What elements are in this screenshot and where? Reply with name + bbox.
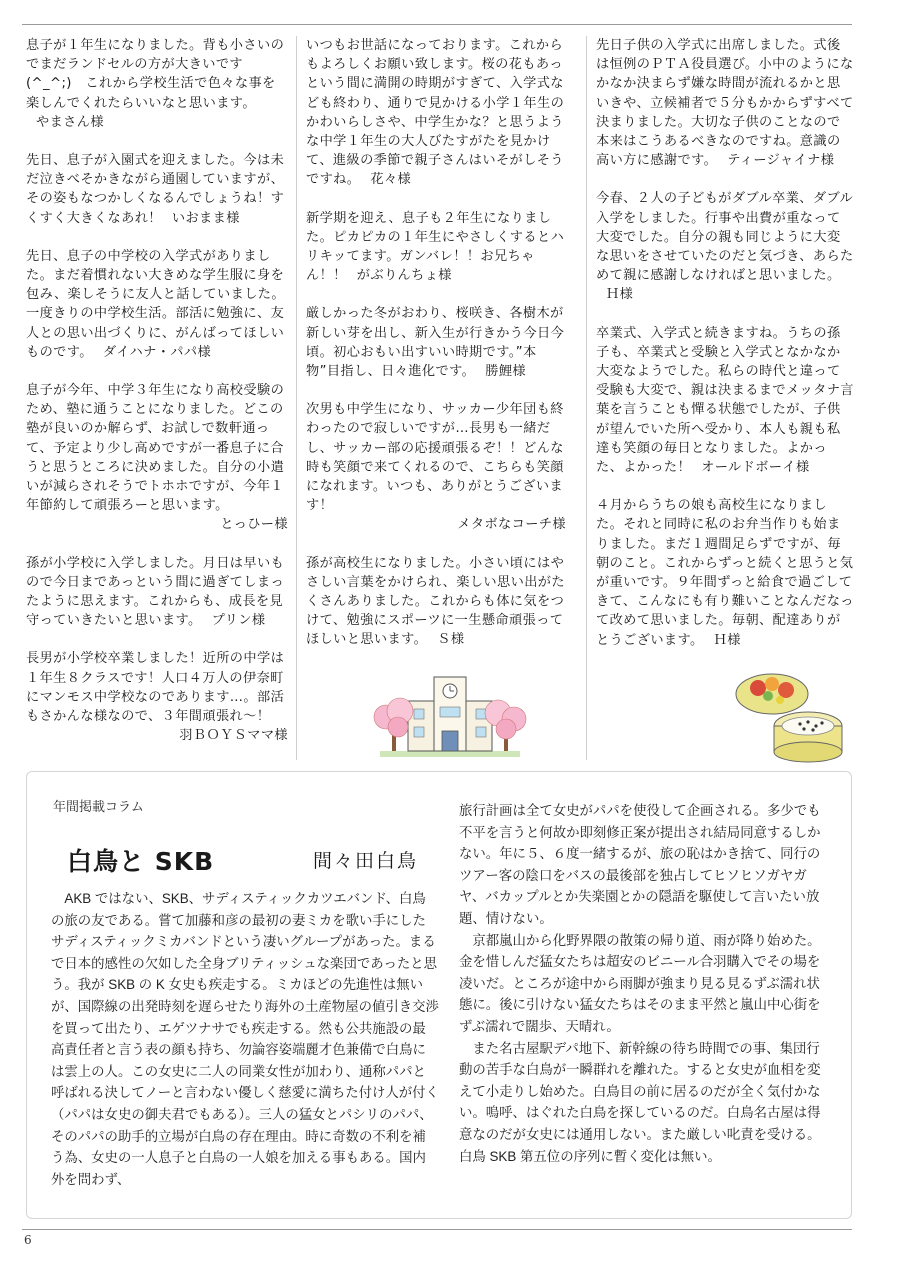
letter-signature: Ｓ様 xyxy=(437,632,465,648)
page-number: 6 xyxy=(24,1233,32,1247)
letter: 今春、２人の子どもがダブル卒業、ダブル入学をしました。行事や出費が重なって大変でした。自分の親も同じように大変な思いをさせていたのだと気づき、あらためて親に感謝しなければと思いました。Ｈ様 xyxy=(596,189,854,304)
letter-signature: 羽ＢＯＹＳママ様 xyxy=(179,728,288,744)
letter: 長男が小学校卒業しました！近所の中学は１年生８クラスです！人口４万人の伊奈町にマンモス中学校なのであります…。部活もさかんな様なので、３年間頑張れ～！ 羽ＢＯＹＳママ様 xyxy=(26,649,288,745)
letter-signature: いおまま様 xyxy=(171,210,240,226)
letter: 孫が小学校に入学しました。月日は早いもので今日まであっという間に過ぎてしまったように思えます。これからも、成長を見守っていきたいと思います。 プリン様 xyxy=(26,554,288,631)
letters-column-3 xyxy=(596,36,854,669)
essay-paragraph: また名古屋駅デパ地下、新幹線の待ち時間での事、集団行動の苦手な白鳥が一瞬群れを離れた。すると女史が血相を変えて小走りし始めた。白鳥目の前に居るのだが全く気付かない。嗚呼、はぐれた白鳥を探しているのだ。白鳥名古屋は得意なのだが女史には通用しない。また厳しい叱責を受ける。白鳥 SKB 第五位の序列に暫く変化は無い。 xyxy=(459,1040,821,1164)
letter: 息子が１年生になりました。背も小さいのでまだランドセルの方が大きいです(^_^;) これから学校生活で色々な事を楽しんでくれたらいいなと思います。やまさん様 xyxy=(26,36,288,132)
letter: 息子が今年、中学３年生になり高校受験のため、塾に通うことになりました。どこの塾が良いのか解らず、お試しで数軒通って、予定より少し高めですが一番息子に合うと思うところに決めました。自分の小遣いが減らされそうでトホホですが、今年１年節約して頑張ろーと思います。 とっひー様 xyxy=(26,381,288,535)
letter: 孫が高校生になりました。小さい頃にはやさしい言葉をかけられ、楽しい思い出がたくさんありました。これからも体に気をつけて、勉強にスポーツに一生懸命頑張ってほしいと思います。 Ｓ様 xyxy=(306,554,566,650)
letter-signature: プリン様 xyxy=(211,613,266,629)
school-illustration xyxy=(370,665,530,760)
letter-signature: やまさん様 xyxy=(36,114,104,130)
letter-signature: オールドボーイ様 xyxy=(701,460,810,476)
letter: 厳しかった冬がおわり、桜咲き、各樹木が新しい芽を出し、新入生が行きかう今日今頃。初心おもい出すいい時期です。”本物”目指し、日々進化です。 勝鯉様 xyxy=(306,304,566,381)
bento-illustration xyxy=(728,660,848,764)
letter-signature: ティージャイナ様 xyxy=(727,153,835,169)
column-title: 白鳥と SKB xyxy=(67,847,215,876)
rice-icon xyxy=(782,717,834,735)
letters-column-2 xyxy=(306,36,566,669)
letter-signature: Ｈ様 xyxy=(713,632,741,648)
essay-paragraph: 京都嵐山から化野界隈の散策の帰り道、雨が降り始めた。金を惜しんだ猛女たちは超安のビニール合羽購入でその場を凌いだ。ところが途中から雨脚が強まり見る見るずぶ濡れ状態に。後に引けない猛女たちはそのまま平然と嵐山中心街をずぶ濡れで闊歩、天晴れ。 xyxy=(459,932,821,1034)
ground-icon xyxy=(380,751,520,757)
letter-signature: 勝鯉様 xyxy=(485,364,526,380)
letter-signature: 花々様 xyxy=(370,172,412,188)
essay-left xyxy=(51,888,439,1190)
door-icon xyxy=(442,731,458,751)
essay-paragraph: AKB ではない、SKB、サディスティックカツエバンド、白鳥の旅の友である。嘗て加藤和彦の最初の妻ミカを歌い手にしたサディスティックミカバンドという凄いグループがあった。まるで日本的感性の欠如した全身ブリティッシュな楽団であったと思う。我が SKB の K 女史も疾走する。ミカほどの先進性は無いが、国際線の出発時刻を遅らせたり海外の土産物屋の値引き交渉を買って出たり、エゲツナサでも疾走する。然も公共施設の最高責任者と言う表の顔も持ち、勿論容姿端麗才色兼備で白鳥には雲上の人。この女史に二人の同業女性が加わり、通称パパと呼ばれる決してノーと言わない優しく慈愛に満ちた付け人が付く（パパは女史の御夫君でもある）。三人の猛女とパシリのパパ、そのパパの助手的立場が白鳥の存在理由。時に奇数の不利を補う為、女史の一人息子と白鳥の一人娘を加える事もある。国内外を問わず、 xyxy=(51,891,439,1187)
column-author: 間々田白鳥 xyxy=(313,850,419,872)
letter-signature: とっひー様 xyxy=(220,517,288,533)
essay-paragraph: 旅行計画は全て女史がパパを使役して企画される。多少でも不平を言うと何故か即刻修正案が提出され結局同意するしかない。年に５、６度一緒するが、旅の恥はかき捨て、同行のツアー客の陰口をバスの最後部を独占してヒソヒソガヤガヤ、バカップルとか失楽園とかの隠語を駆使して言いたい放題、情けない。 xyxy=(459,803,821,926)
letter: 新学期を迎え、息子も２年生になりました。ピカピカの１年生にやさしくするとハリキッてます。ガンバレ！！お兄ちゃん！！ がぶりんちょ様 xyxy=(306,209,566,286)
letter: 先日子供の入学式に出席しました。式後は恒例のＰＴＡ役員選び。小中のようになかなか決まらず嫌な時間が流れるかと思いきや、立候補者で５分もかからずすべて決まりました。大切な子供のことなので本来はこうあるべきなのですね。意識の高い方に感謝です。 ティージャイナ様 xyxy=(596,36,854,170)
essay-right xyxy=(459,800,831,1167)
letter: いつもお世話になっております。これからもよろしくお願い致します。桜の花もあっという間に満開の時期がすぎて、入学式なども終わり、通りで見かける小学１年生のかわいらしさや、中学生かな？と思うような中学１年生の大人びたすがたを見かけて、進級の季節で親子さんはいそがしそうですね。 花々様 xyxy=(306,36,566,190)
cherry-tree-left-icon xyxy=(374,698,413,751)
column-divider xyxy=(586,36,587,760)
column-label: 年間掲載コラム xyxy=(53,800,144,815)
column-divider xyxy=(296,36,297,760)
letter-signature: がぶりんちょ様 xyxy=(356,268,452,284)
letters-column-1 xyxy=(26,36,288,765)
annual-column-box xyxy=(26,771,852,1219)
letter: 先日、息子の中学校の入学式がありました。まだ着慣れない大きめな学生服に身を包み、楽しそうに友人と話していました。一度きりの中学校生活。部活に勉強に、友人との思い出づくりに、がんばってほしいものです。 ダイハナ・パパ様 xyxy=(26,247,288,362)
bottom-rule xyxy=(22,1229,852,1230)
letter: ４月からうちの娘も高校生になりました。それと同時に私のお弁当作りも始まりました。まだ１週間足らずですが、毎朝のこと。これからずっと続くと思うと気が重いです。９年間ずっと給食で過ごしてきて、こんなにも有り難いことなんだなって改めて思いました。毎朝、配達ありがとうございます。 Ｈ様 xyxy=(596,496,854,650)
letter-signature: ダイハナ・パパ様 xyxy=(102,344,212,360)
letter-signature: Ｈ様 xyxy=(606,287,634,303)
letter-signature: メタボなコーチ様 xyxy=(457,517,566,533)
letter: 卒業式、入学式と続きますね。うちの孫子も、卒業式と受験と入学式となかなか大変なようでした。私らの時代と違って受験も大変で、親は決まるまでメッタナ言葉を言うことも憚る状態でしたが、子供が望んでいた所へ受かり、本人も親も私達も笑顔の毎日となりました。よかった、よかった！ オールドボーイ様 xyxy=(596,324,854,478)
top-rule xyxy=(22,24,852,25)
letter: 次男も中学生になり、サッカー少年団も終わったので寂しいですが…長男も一緒だし、サッカー部の応援頑張るぞ！！どんな時も笑顔で来てくれるので、こちらも笑顔になれます。いつも、ありがとうございます！ メタボなコーチ様 xyxy=(306,400,566,534)
letter: 先日、息子が入園式を迎えました。今は未だ泣きべそかきながら通園していますが、その姿もなつかしくなるんでしょうね！すくすく大きくなあれ！ いおまま様 xyxy=(26,151,288,228)
